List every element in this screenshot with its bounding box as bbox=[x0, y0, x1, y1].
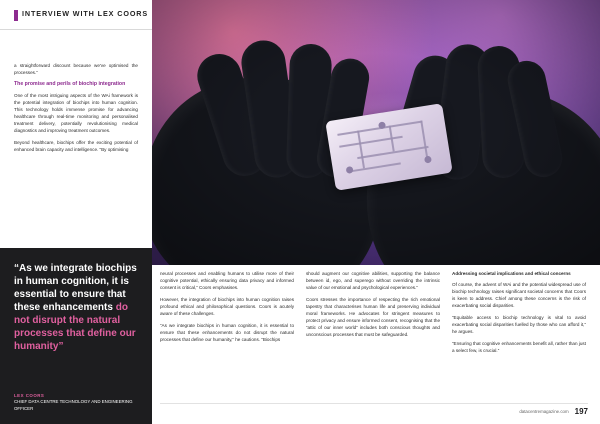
header-accent-bar bbox=[14, 10, 18, 21]
article-header bbox=[0, 0, 152, 30]
paragraph: One of the most intriguing aspects of the WAi framework is the potential integration of biochips into human cognition. This technology holds immense promise for advancing healthcare through real-time monitoring and personalised treatment delivery, potentially revolutionising medical diagnostics and improving treatment outcomes. bbox=[14, 93, 138, 134]
page-title: INTERVIEW WITH LEX COORS bbox=[22, 9, 149, 18]
paragraph: Of course, the advent of WAi and the potential widespread use of biochip technology raises significant societal concerns that Coors is keen to address. Chief among these concerns is the risk of exacerbating social disparities. bbox=[452, 282, 586, 308]
footer-divider bbox=[160, 403, 588, 404]
paragraph: “Equitable access to biochip technology is vital to avoid exacerbating social disparities fuelled by those who can afford it,” he argues. bbox=[452, 315, 586, 334]
footer-website-url[interactable]: datacentremagazine.com bbox=[519, 409, 569, 414]
paragraph: Beyond healthcare, biochips offer the exciting potential of enhanced brain capacity and intelligence. “By optimising bbox=[14, 140, 138, 153]
section-subhead: Addressing societal implications and ethical concerns bbox=[452, 271, 571, 276]
paragraph: “As we integrate biochips in human cognition, it is essential to ensure that these enhancements do not disrupt the natural processes that define our humanity,” he cautions. “Biochips bbox=[160, 323, 294, 342]
quote-attribution-role: CHIEF DATA CENTRE TECHNOLOGY AND ENGINEERING OFFICER bbox=[14, 399, 133, 411]
paragraph: neural processes and enabling humans to utilise more of their cognitive potential, ethically ensuring data privacy and informed consent is critical,” Coors emphasises. bbox=[160, 271, 294, 290]
pull-quote-text bbox=[14, 262, 138, 353]
hero-image bbox=[152, 0, 600, 265]
paragraph: However, the integration of biochips into human cognition raises profound ethical and philosophical questions. Coors is acutely aware of these challenges. bbox=[160, 297, 294, 316]
page-footer bbox=[160, 407, 588, 416]
column-one bbox=[160, 270, 294, 359]
paragraph: “Ensuring that cognitive enhancements benefit all, rather than just a select few, is crucial.” bbox=[452, 341, 586, 353]
pull-quote-line-two: do not disrupt the natural processes that define our humanity” bbox=[14, 302, 136, 352]
paragraph: should augment our cognitive abilities, supporting the balance between id, ego, and superego without overriding the intrinsic value of our emotional and psychological experiences.” bbox=[306, 271, 440, 290]
footer-page-number: 197 bbox=[574, 407, 588, 416]
paragraph: a straightforward discount because we've optimised the processes.” bbox=[14, 63, 138, 75]
paragraph: Coors stresses the importance of respecting the rich emotional tapestry that characterises human life and preserving individual moral frameworks. He advocates for stringent measures to protect privacy and ensure informed consent, recognising that the “attic of our inner world” includes both conscious thoughts and unconscious processes that must be safeguarded. bbox=[306, 297, 440, 337]
column-two bbox=[306, 270, 440, 359]
article-body-columns bbox=[160, 270, 588, 359]
quote-attribution-name: LEX COORS bbox=[14, 393, 45, 398]
section-subhead: The promise and perils of biochip integration bbox=[14, 81, 126, 87]
column-three bbox=[452, 270, 586, 359]
hero-vignette bbox=[152, 0, 600, 265]
left-column bbox=[14, 62, 138, 158]
pull-quote bbox=[0, 248, 152, 424]
pull-quote-line-one: “As we integrate biochips in human cognition, it is essential to ensure that these enhancements bbox=[14, 263, 137, 313]
